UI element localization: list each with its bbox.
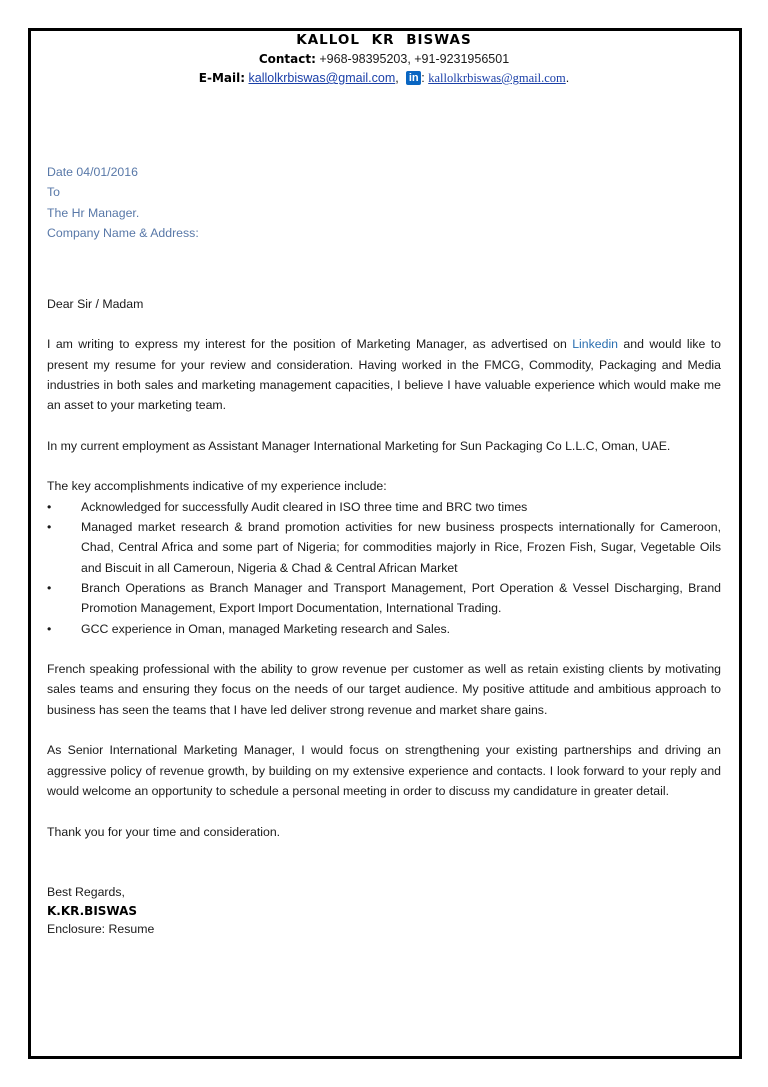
bullet-icon: • <box>47 520 52 535</box>
intro-text-2: and would like to present my resume for your review and consideration. Having worked in the FMCG, Commodity, Packaging and Media industries in both sales and marketing management capacities, I believe I have valuable experience which would make me an asset to your marketing team. <box>47 337 721 413</box>
email-separator: , <box>395 71 399 85</box>
salutation: Dear Sir / Madam <box>47 296 144 311</box>
letter-date: Date 04/01/2016 <box>47 165 138 179</box>
list-item <box>47 517 721 578</box>
paragraph-french-speaking: French speaking professional with the ability to grow revenue per customer as well as retain existing clients by motivating sales teams and ensuring they focus on the needs of our target audience. My positive attitude and ambitious approach to business has seen the teams that I have led deliver strong revenue and market share gains. <box>47 662 721 717</box>
bullet-icon: • <box>47 580 52 595</box>
contact-phones: +968-98395203, +91-9231956501 <box>315 52 510 66</box>
bullet-icon: • <box>47 499 52 514</box>
to-line: To <box>47 185 60 200</box>
contact-line <box>0 50 768 69</box>
bullet-text: Branch Operations as Branch Manager and Transport Management, Port Operation & Vessel Discharging, Brand Promotion Management, Export Import Documentation, International Trading. <box>81 580 721 616</box>
paragraph-senior-role: As Senior International Marketing Manager, I would focus on strengthening your existing partnerships and driving an aggressive policy of revenue growth, by building on my extensive experience and contacts. I look forward to your reply and would welcome an opportunity to schedule a personal meeting in order to discuss my candidature in greater detail. <box>47 743 721 798</box>
letter-body <box>47 162 721 939</box>
list-item <box>47 578 721 619</box>
email-link[interactable]: kallolkrbiswas@gmail.com <box>248 71 396 85</box>
bullet-icon: • <box>47 621 52 636</box>
recipient-block <box>47 162 721 243</box>
enclosure-line: Enclosure: Resume <box>47 921 155 936</box>
list-item <box>47 619 721 639</box>
accomplishments-list <box>47 497 721 639</box>
linkedin-separator: : <box>421 71 425 85</box>
sender-name: KALLOL KR BISWAS <box>296 32 472 48</box>
linkedin-link[interactable]: kallolkrbiswas@gmail.com <box>428 71 566 85</box>
linkedin-end: . <box>565 71 570 85</box>
contact-label: Contact: <box>258 52 316 66</box>
closing-line: Best Regards, <box>47 885 125 900</box>
letterhead <box>0 30 768 88</box>
email-label: E-Mail: <box>198 71 246 85</box>
accomplishments-intro: The key accomplishments indicative of my experience include: <box>47 479 387 494</box>
paragraph-current-employment: In my current employment as Assistant Manager International Marketing for Sun Packaging Co L.L.C, Oman, UAE. <box>47 438 671 453</box>
linkedin-text-link[interactable]: Linkedin <box>572 337 619 352</box>
signature: K.KR.BISWAS <box>47 903 138 918</box>
paragraph-intro <box>47 334 721 415</box>
intro-text-1: I am writing to express my interest for the position of Marketing Manager, as advertised on <box>47 337 573 352</box>
thank-you-line: Thank you for your time and consideration. <box>47 824 281 839</box>
bullet-text: Managed market research & brand promotion activities for new business prospects internationally for Cameroon, Chad, Central Africa and some part of Nigeria; for commodities majorly in Rice, Frozen Fish, Sugar, Vegetable Oils and Biscuit in all Cameroun, Nigeria & Chad & Central African Market <box>81 520 721 575</box>
recipient-title: The Hr Manager. <box>47 205 140 220</box>
bullet-text: Acknowledged for successfully Audit cleared in ISO three time and BRC two times <box>81 499 528 514</box>
email-line <box>0 69 768 88</box>
company-address: Company Name & Address: <box>47 225 199 240</box>
linkedin-icon[interactable]: in <box>406 71 421 85</box>
bullet-text: GCC experience in Oman, managed Marketing research and Sales. <box>81 621 451 636</box>
list-item <box>47 497 721 517</box>
